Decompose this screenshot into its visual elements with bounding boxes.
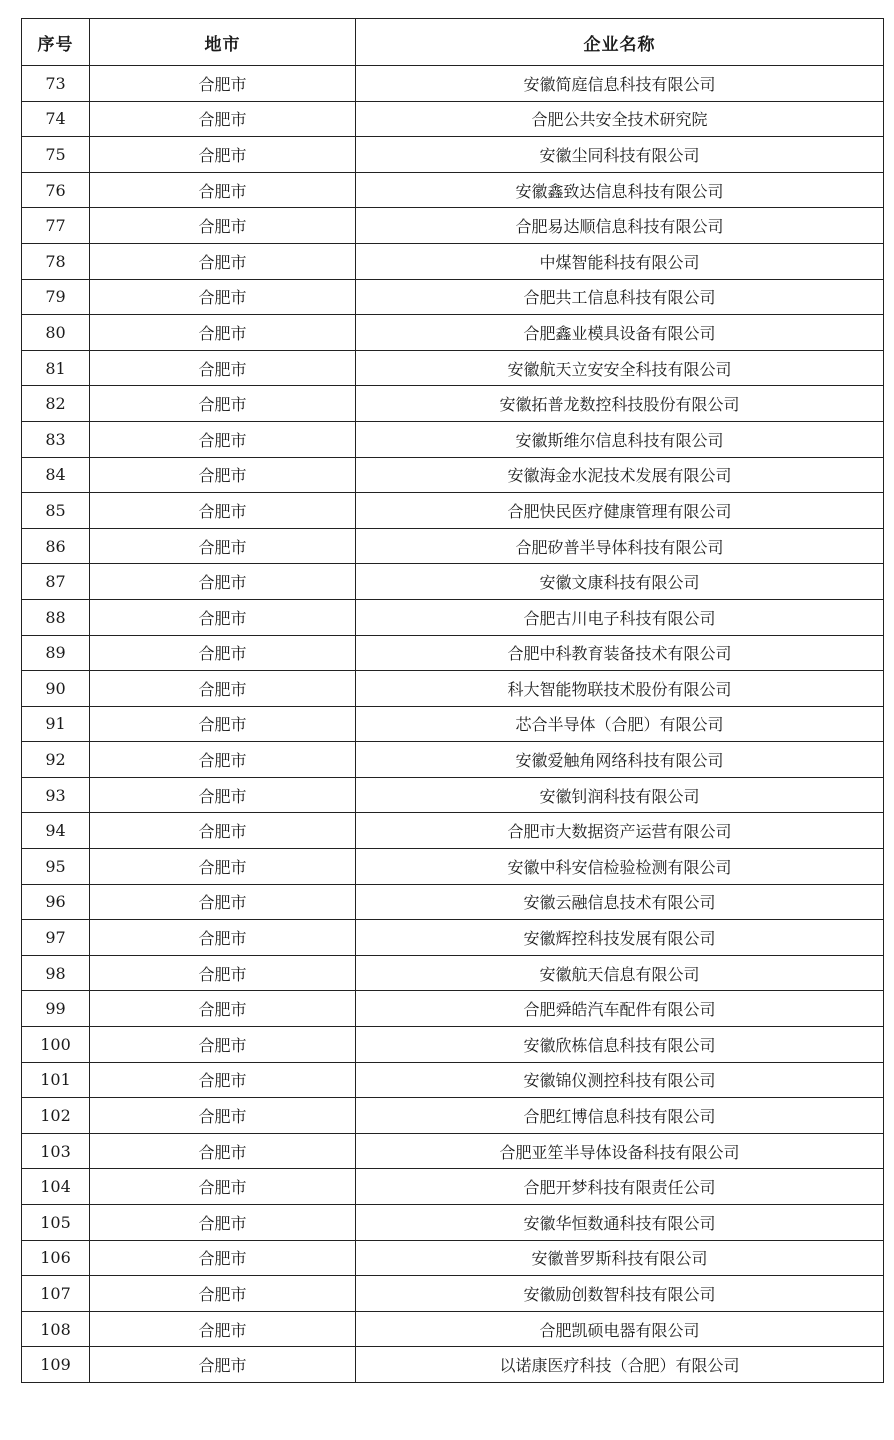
table-row bbox=[22, 1098, 884, 1134]
table-row bbox=[22, 279, 884, 315]
cell-company: 合肥开梦科技有限责任公司 bbox=[356, 1169, 884, 1205]
table-row bbox=[22, 1062, 884, 1098]
cell-company: 芯合半导体（合肥）有限公司 bbox=[356, 706, 884, 742]
table-row bbox=[22, 315, 884, 351]
cell-city: 合肥市 bbox=[90, 279, 356, 315]
cell-company: 安徽拓普龙数控科技股份有限公司 bbox=[356, 386, 884, 422]
cell-company: 安徽中科安信检验检测有限公司 bbox=[356, 849, 884, 885]
cell-city: 合肥市 bbox=[90, 1133, 356, 1169]
cell-city: 合肥市 bbox=[90, 243, 356, 279]
cell-company: 安徽华恒数通科技有限公司 bbox=[356, 1205, 884, 1241]
cell-number: 86 bbox=[22, 528, 90, 564]
cell-number: 79 bbox=[22, 279, 90, 315]
cell-city: 合肥市 bbox=[90, 457, 356, 493]
table-header-row bbox=[22, 19, 884, 66]
cell-company: 安徽普罗斯科技有限公司 bbox=[356, 1240, 884, 1276]
cell-number: 99 bbox=[22, 991, 90, 1027]
table-row bbox=[22, 137, 884, 173]
header-number: 序号 bbox=[22, 19, 90, 66]
cell-company: 安徽爱触角网络科技有限公司 bbox=[356, 742, 884, 778]
table-row bbox=[22, 528, 884, 564]
table-row bbox=[22, 564, 884, 600]
cell-city: 合肥市 bbox=[90, 1311, 356, 1347]
cell-company: 安徽云融信息技术有限公司 bbox=[356, 884, 884, 920]
cell-company: 安徽简庭信息科技有限公司 bbox=[356, 66, 884, 102]
cell-number: 108 bbox=[22, 1311, 90, 1347]
table-row bbox=[22, 1169, 884, 1205]
cell-company: 合肥市大数据资产运营有限公司 bbox=[356, 813, 884, 849]
cell-city: 合肥市 bbox=[90, 706, 356, 742]
cell-number: 85 bbox=[22, 493, 90, 529]
cell-city: 合肥市 bbox=[90, 884, 356, 920]
table-row bbox=[22, 350, 884, 386]
cell-number: 88 bbox=[22, 599, 90, 635]
cell-city: 合肥市 bbox=[90, 991, 356, 1027]
table-row bbox=[22, 991, 884, 1027]
cell-number: 103 bbox=[22, 1133, 90, 1169]
cell-city: 合肥市 bbox=[90, 528, 356, 564]
cell-city: 合肥市 bbox=[90, 172, 356, 208]
cell-company: 安徽航天立安安全科技有限公司 bbox=[356, 350, 884, 386]
cell-number: 93 bbox=[22, 777, 90, 813]
cell-city: 合肥市 bbox=[90, 599, 356, 635]
cell-company: 安徽鑫致达信息科技有限公司 bbox=[356, 172, 884, 208]
cell-city: 合肥市 bbox=[90, 137, 356, 173]
table-row bbox=[22, 920, 884, 956]
cell-city: 合肥市 bbox=[90, 1276, 356, 1312]
cell-number: 96 bbox=[22, 884, 90, 920]
table-row bbox=[22, 777, 884, 813]
cell-number: 92 bbox=[22, 742, 90, 778]
cell-company: 合肥矽普半导体科技有限公司 bbox=[356, 528, 884, 564]
cell-city: 合肥市 bbox=[90, 1347, 356, 1383]
table-row bbox=[22, 243, 884, 279]
cell-company: 安徽辉控科技发展有限公司 bbox=[356, 920, 884, 956]
cell-company: 合肥凯硕电器有限公司 bbox=[356, 1311, 884, 1347]
cell-company: 安徽文康科技有限公司 bbox=[356, 564, 884, 600]
cell-company: 以诺康医疗科技（合肥）有限公司 bbox=[356, 1347, 884, 1383]
cell-company: 合肥古川电子科技有限公司 bbox=[356, 599, 884, 635]
table-row bbox=[22, 813, 884, 849]
cell-number: 104 bbox=[22, 1169, 90, 1205]
cell-city: 合肥市 bbox=[90, 421, 356, 457]
cell-number: 87 bbox=[22, 564, 90, 600]
cell-company: 合肥红博信息科技有限公司 bbox=[356, 1098, 884, 1134]
table-row bbox=[22, 172, 884, 208]
cell-city: 合肥市 bbox=[90, 849, 356, 885]
header-city: 地市 bbox=[90, 19, 356, 66]
cell-city: 合肥市 bbox=[90, 635, 356, 671]
cell-number: 80 bbox=[22, 315, 90, 351]
cell-number: 82 bbox=[22, 386, 90, 422]
table-row bbox=[22, 706, 884, 742]
table-row bbox=[22, 742, 884, 778]
cell-number: 78 bbox=[22, 243, 90, 279]
table-row bbox=[22, 884, 884, 920]
table-row bbox=[22, 386, 884, 422]
cell-number: 81 bbox=[22, 350, 90, 386]
cell-number: 101 bbox=[22, 1062, 90, 1098]
cell-number: 74 bbox=[22, 101, 90, 137]
cell-number: 94 bbox=[22, 813, 90, 849]
cell-company: 合肥公共安全技术研究院 bbox=[356, 101, 884, 137]
cell-company: 安徽锦仪测控科技有限公司 bbox=[356, 1062, 884, 1098]
header-company: 企业名称 bbox=[356, 19, 884, 66]
cell-city: 合肥市 bbox=[90, 386, 356, 422]
cell-city: 合肥市 bbox=[90, 208, 356, 244]
cell-number: 89 bbox=[22, 635, 90, 671]
cell-city: 合肥市 bbox=[90, 493, 356, 529]
cell-company: 安徽欣栋信息科技有限公司 bbox=[356, 1027, 884, 1063]
table-row bbox=[22, 1276, 884, 1312]
cell-number: 102 bbox=[22, 1098, 90, 1134]
cell-company: 合肥中科教育装备技术有限公司 bbox=[356, 635, 884, 671]
cell-company: 安徽钊润科技有限公司 bbox=[356, 777, 884, 813]
cell-company: 安徽斯维尔信息科技有限公司 bbox=[356, 421, 884, 457]
table-row bbox=[22, 1133, 884, 1169]
cell-number: 109 bbox=[22, 1347, 90, 1383]
table-row bbox=[22, 599, 884, 635]
table-row bbox=[22, 671, 884, 707]
cell-number: 77 bbox=[22, 208, 90, 244]
table-row bbox=[22, 1240, 884, 1276]
cell-city: 合肥市 bbox=[90, 315, 356, 351]
cell-number: 90 bbox=[22, 671, 90, 707]
company-list-table-container bbox=[21, 18, 883, 1383]
cell-company: 合肥鑫业模具设备有限公司 bbox=[356, 315, 884, 351]
cell-number: 106 bbox=[22, 1240, 90, 1276]
cell-company: 合肥舜皓汽车配件有限公司 bbox=[356, 991, 884, 1027]
cell-number: 84 bbox=[22, 457, 90, 493]
table-row bbox=[22, 1205, 884, 1241]
table-row bbox=[22, 66, 884, 102]
cell-number: 75 bbox=[22, 137, 90, 173]
cell-company: 安徽励创数智科技有限公司 bbox=[356, 1276, 884, 1312]
cell-company: 合肥易达顺信息科技有限公司 bbox=[356, 208, 884, 244]
cell-number: 83 bbox=[22, 421, 90, 457]
table-row bbox=[22, 493, 884, 529]
table-row bbox=[22, 457, 884, 493]
cell-company: 安徽航天信息有限公司 bbox=[356, 955, 884, 991]
cell-city: 合肥市 bbox=[90, 101, 356, 137]
cell-city: 合肥市 bbox=[90, 920, 356, 956]
table-row bbox=[22, 208, 884, 244]
cell-city: 合肥市 bbox=[90, 66, 356, 102]
cell-city: 合肥市 bbox=[90, 777, 356, 813]
cell-city: 合肥市 bbox=[90, 1169, 356, 1205]
cell-number: 95 bbox=[22, 849, 90, 885]
cell-company: 安徽尘同科技有限公司 bbox=[356, 137, 884, 173]
cell-city: 合肥市 bbox=[90, 1240, 356, 1276]
table-row bbox=[22, 101, 884, 137]
cell-number: 98 bbox=[22, 955, 90, 991]
cell-number: 107 bbox=[22, 1276, 90, 1312]
cell-city: 合肥市 bbox=[90, 742, 356, 778]
cell-company: 合肥快民医疗健康管理有限公司 bbox=[356, 493, 884, 529]
table-row bbox=[22, 955, 884, 991]
cell-company: 安徽海金水泥技术发展有限公司 bbox=[356, 457, 884, 493]
company-list-table bbox=[21, 18, 884, 1383]
cell-company: 合肥共工信息科技有限公司 bbox=[356, 279, 884, 315]
table-row bbox=[22, 1027, 884, 1063]
cell-city: 合肥市 bbox=[90, 564, 356, 600]
cell-city: 合肥市 bbox=[90, 1205, 356, 1241]
cell-city: 合肥市 bbox=[90, 1062, 356, 1098]
cell-number: 91 bbox=[22, 706, 90, 742]
table-row bbox=[22, 421, 884, 457]
cell-number: 100 bbox=[22, 1027, 90, 1063]
table-header bbox=[22, 19, 884, 66]
cell-city: 合肥市 bbox=[90, 955, 356, 991]
table-row bbox=[22, 1347, 884, 1383]
cell-city: 合肥市 bbox=[90, 350, 356, 386]
cell-number: 105 bbox=[22, 1205, 90, 1241]
cell-company: 科大智能物联技术股份有限公司 bbox=[356, 671, 884, 707]
cell-number: 76 bbox=[22, 172, 90, 208]
table-row bbox=[22, 1311, 884, 1347]
cell-city: 合肥市 bbox=[90, 813, 356, 849]
cell-city: 合肥市 bbox=[90, 1098, 356, 1134]
cell-city: 合肥市 bbox=[90, 1027, 356, 1063]
cell-company: 中煤智能科技有限公司 bbox=[356, 243, 884, 279]
table-row bbox=[22, 635, 884, 671]
cell-company: 合肥亚笙半导体设备科技有限公司 bbox=[356, 1133, 884, 1169]
cell-number: 97 bbox=[22, 920, 90, 956]
table-body bbox=[22, 66, 884, 1383]
table-row bbox=[22, 849, 884, 885]
cell-city: 合肥市 bbox=[90, 671, 356, 707]
cell-number: 73 bbox=[22, 66, 90, 102]
